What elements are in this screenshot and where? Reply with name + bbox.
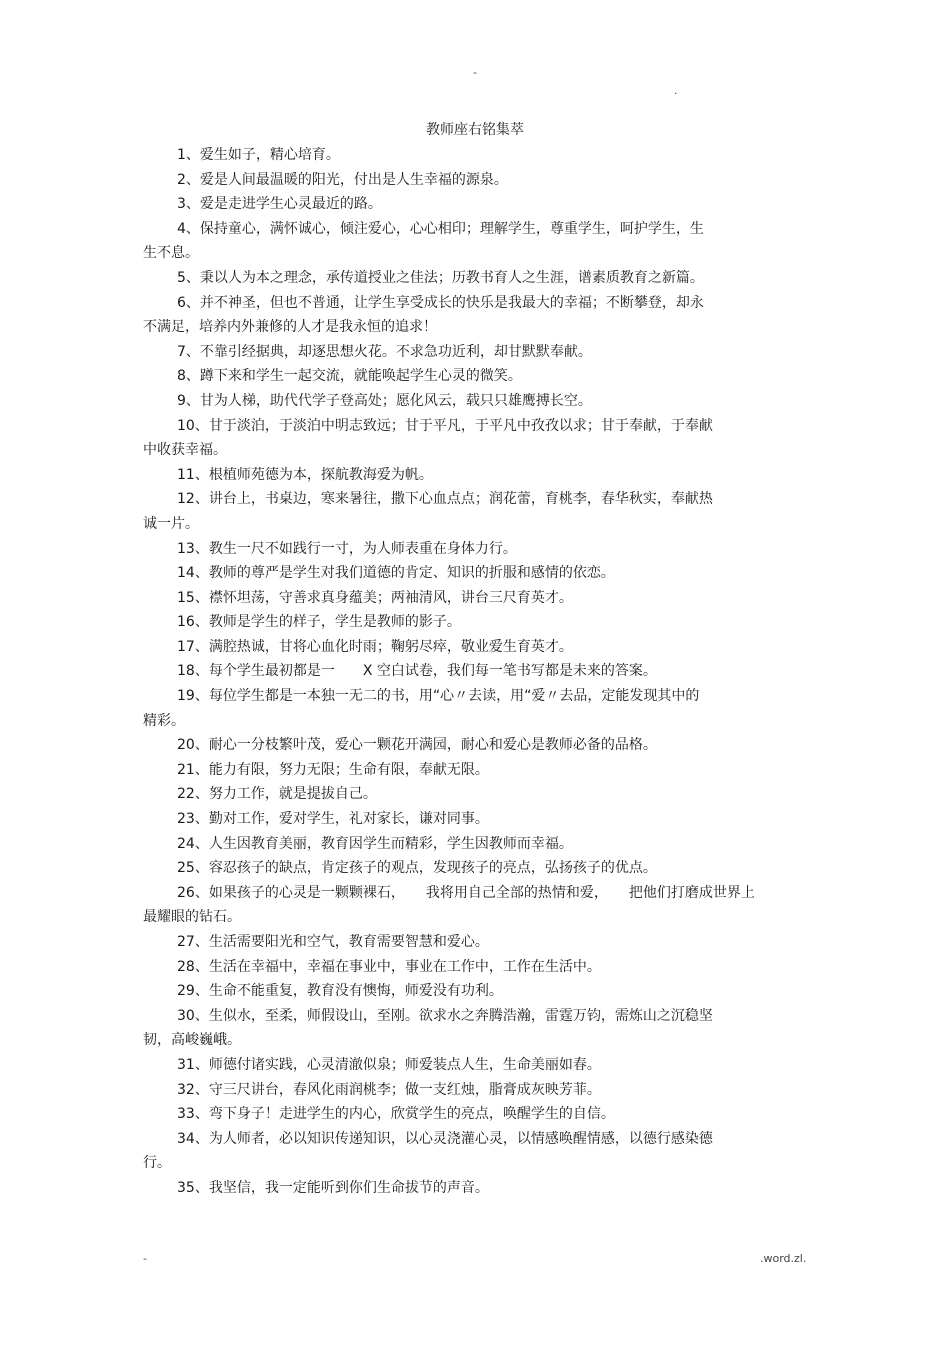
item-number: 27、 <box>177 934 209 950</box>
list-item <box>143 856 793 881</box>
list-item <box>143 1127 793 1176</box>
motto-list <box>143 143 793 1201</box>
item-number: 8、 <box>177 368 200 385</box>
item-number: 21、 <box>177 761 209 778</box>
item-number: 26、 <box>177 884 209 901</box>
item-text: 弯下身子！走进学生的内心，欣赏学生的亮点，唤醒学生的自信。 <box>208 1106 615 1123</box>
list-item <box>143 979 793 1004</box>
item-number: 33、 <box>177 1106 209 1123</box>
item-text: 秉以人为本之理念，承传道授业之佳法；历教书育人之生涯，谱素质教育之新篇。 <box>199 269 704 286</box>
list-item <box>143 143 793 168</box>
list-item <box>143 487 793 536</box>
item-text: 师德付诸实践，心灵清澈似泉；师爱装点人生，生命美丽如春。 <box>208 1056 601 1073</box>
item-number: 11、 <box>177 466 209 483</box>
list-item <box>143 610 793 635</box>
item-text: 保持童心，满怀诚心，倾注爱心，心心相印；理解学生，尊重学生，呵护学生，生 <box>199 220 704 237</box>
list-item <box>143 684 793 733</box>
list-item <box>143 1053 793 1078</box>
list-item <box>143 930 793 955</box>
list-item <box>143 758 793 783</box>
item-text: 满腔热诚，甘将心血化时雨；鞠躬尽瘁，敬业爱生育英才。 <box>208 638 573 655</box>
list-item <box>143 168 793 193</box>
list-item <box>143 291 793 340</box>
list-item <box>143 832 793 857</box>
list-item <box>143 340 793 365</box>
item-number: 32、 <box>177 1081 209 1098</box>
item-number: 24、 <box>177 835 209 852</box>
item-text: 根植师苑德为本，探航教海爱为帆。 <box>208 466 433 483</box>
footer-left: - <box>143 1252 147 1265</box>
item-text-continuation: 生不息。 <box>143 245 199 262</box>
item-text: 生似水，至柔，师假设山，至刚。欲求水之奔腾浩瀚，雷霆万钧，需炼山之沉稳坚 <box>208 1007 713 1024</box>
item-number: 16、 <box>177 614 209 631</box>
item-text-continuation: 诚一片。 <box>143 515 199 532</box>
item-text: 蹲下来和学生一起交流，就能唤起学生心灵的微笑。 <box>199 368 522 385</box>
list-item <box>143 955 793 980</box>
item-number: 2、 <box>177 171 200 188</box>
list-item <box>143 1004 793 1053</box>
item-number: 10、 <box>177 417 209 434</box>
list-item <box>143 192 793 217</box>
item-number: 3、 <box>177 196 200 213</box>
list-item <box>143 782 793 807</box>
item-number: 1、 <box>177 147 200 163</box>
item-number: 4、 <box>177 220 200 237</box>
list-item <box>143 561 793 586</box>
item-text: 不靠引经据典，却逐思想火花。不求急功近利，却甘默默奉献。 <box>199 343 592 360</box>
item-number: 30、 <box>177 1007 209 1024</box>
list-item <box>143 463 793 488</box>
item-text: 努力工作，就是提拔自己。 <box>208 786 377 803</box>
item-text: 勤对工作，爱对学生，礼对家长，谦对同事。 <box>208 811 489 828</box>
item-number: 14、 <box>177 565 209 582</box>
item-text: 教师的尊严是学生对我们道德的肯定、知识的折服和感情的依恋。 <box>208 565 615 582</box>
item-number: 28、 <box>177 958 209 975</box>
header-mark-right: . <box>674 84 678 97</box>
item-text-continuation: 精彩。 <box>143 712 185 729</box>
item-text: 每个学生最初都是一 X 空白试卷，我们每一笔书写都是未来的答案。 <box>208 663 657 680</box>
item-text: 甘为人梯，助代代学子登高处；愿化风云，载只只雄鹰搏长空。 <box>199 392 592 409</box>
item-number: 12、 <box>177 491 209 508</box>
item-number: 15、 <box>177 589 209 606</box>
list-item <box>143 1176 793 1201</box>
item-text: 教师是学生的样子，学生是教师的影子。 <box>208 614 461 631</box>
item-text: 守三尺讲台，春风化雨润桃李；做一支红烛，脂膏成灰映芳菲。 <box>208 1081 601 1098</box>
item-text: 为人师者，必以知识传递知识，以心灵浇灌心灵，以情感唤醒情感，以德行感染德 <box>208 1130 713 1147</box>
item-number: 23、 <box>177 811 209 828</box>
item-text: 爱生如子，精心培育。 <box>199 147 340 163</box>
list-item <box>143 1078 793 1103</box>
item-text: 生活需要阳光和空气，教育需要智慧和爱心。 <box>208 934 489 950</box>
list-item <box>143 659 793 684</box>
item-number: 22、 <box>177 786 209 803</box>
list-item <box>143 414 793 463</box>
item-number: 5、 <box>177 269 200 286</box>
list-item <box>143 635 793 660</box>
item-number: 17、 <box>177 638 209 655</box>
footer-right: .word.zl. <box>760 1252 807 1265</box>
item-number: 25、 <box>177 860 209 877</box>
list-item <box>143 586 793 611</box>
item-text: 能力有限，努力无限；生命有限，奉献无限。 <box>208 761 489 778</box>
item-text: 讲台上，书桌边，寒来暑往，撒下心血点点；润花蕾，育桃李，春华秋实，奉献热 <box>208 491 713 508</box>
item-number: 7、 <box>177 343 200 360</box>
item-text-continuation: 韧，高峻巍峨。 <box>143 1032 241 1049</box>
item-text: 容忍孩子的缺点，肯定孩子的观点，发现孩子的亮点，弘扬孩子的优点。 <box>208 860 657 877</box>
item-text: 并不神圣，但也不普通，让学生享受成长的快乐是我最大的幸福；不断攀登，却永 <box>199 294 704 311</box>
document-title: 教师座右铭集萃 <box>426 122 524 138</box>
item-number: 29、 <box>177 983 209 1000</box>
list-item <box>143 733 793 758</box>
list-item <box>143 1102 793 1127</box>
item-text: 甘于淡泊，于淡泊中明志致远；甘于平凡，于平凡中孜孜以求；甘于奉献，于奉献 <box>208 417 713 434</box>
item-text-continuation: 行。 <box>143 1155 171 1172</box>
item-number: 13、 <box>177 540 209 557</box>
header-mark-left: - <box>473 66 477 79</box>
item-text: 爱是走进学生心灵最近的路。 <box>199 196 382 213</box>
item-text-continuation: 不满足，培养内外兼修的人才是我永恒的追求！ <box>143 319 437 336</box>
list-item <box>143 217 793 266</box>
item-text: 耐心一分枝繁叶茂，爱心一颗花开满园，耐心和爱心是教师必备的品格。 <box>208 737 657 754</box>
item-text: 我坚信，我一定能听到你们生命拔节的声音。 <box>208 1179 489 1196</box>
list-item <box>143 389 793 414</box>
item-text: 如果孩子的心灵是一颗颗裸石， 我将用自己全部的热情和爱， 把他们打磨成世界上 <box>208 884 755 901</box>
item-text: 襟怀坦荡，守善求真身蕴美；两袖清风，讲台三尺育英才。 <box>208 589 573 606</box>
item-number: 31、 <box>177 1056 209 1073</box>
item-text: 生活在幸福中，幸福在事业中，事业在工作中，工作在生活中。 <box>208 958 601 975</box>
list-item <box>143 364 793 389</box>
item-text: 爱是人间最温暖的阳光，付出是人生幸福的源泉。 <box>199 171 508 188</box>
item-text: 人生因教育美丽，教育因学生而精彩，学生因教师而幸福。 <box>208 835 573 852</box>
item-number: 9、 <box>177 392 200 409</box>
item-text: 生命不能重复，教育没有懊悔，师爱没有功利。 <box>208 983 503 1000</box>
item-text-continuation: 最耀眼的钻石。 <box>143 909 241 926</box>
item-text: 每位学生都是一本独一无二的书，用“心〃去读，用“爱〃去品，定能发现其中的 <box>208 688 700 705</box>
list-item <box>143 807 793 832</box>
item-number: 19、 <box>177 688 209 705</box>
list-item <box>143 881 793 930</box>
item-number: 35、 <box>177 1179 209 1196</box>
item-number: 6、 <box>177 294 200 311</box>
list-item <box>143 266 793 291</box>
list-item <box>143 537 793 562</box>
item-text: 教生一尺不如践行一寸，为人师表重在身体力行。 <box>208 540 517 557</box>
item-number: 34、 <box>177 1130 209 1147</box>
item-number: 18、 <box>177 663 209 680</box>
item-text-continuation: 中收获幸福。 <box>143 442 227 459</box>
item-number: 20、 <box>177 737 209 754</box>
